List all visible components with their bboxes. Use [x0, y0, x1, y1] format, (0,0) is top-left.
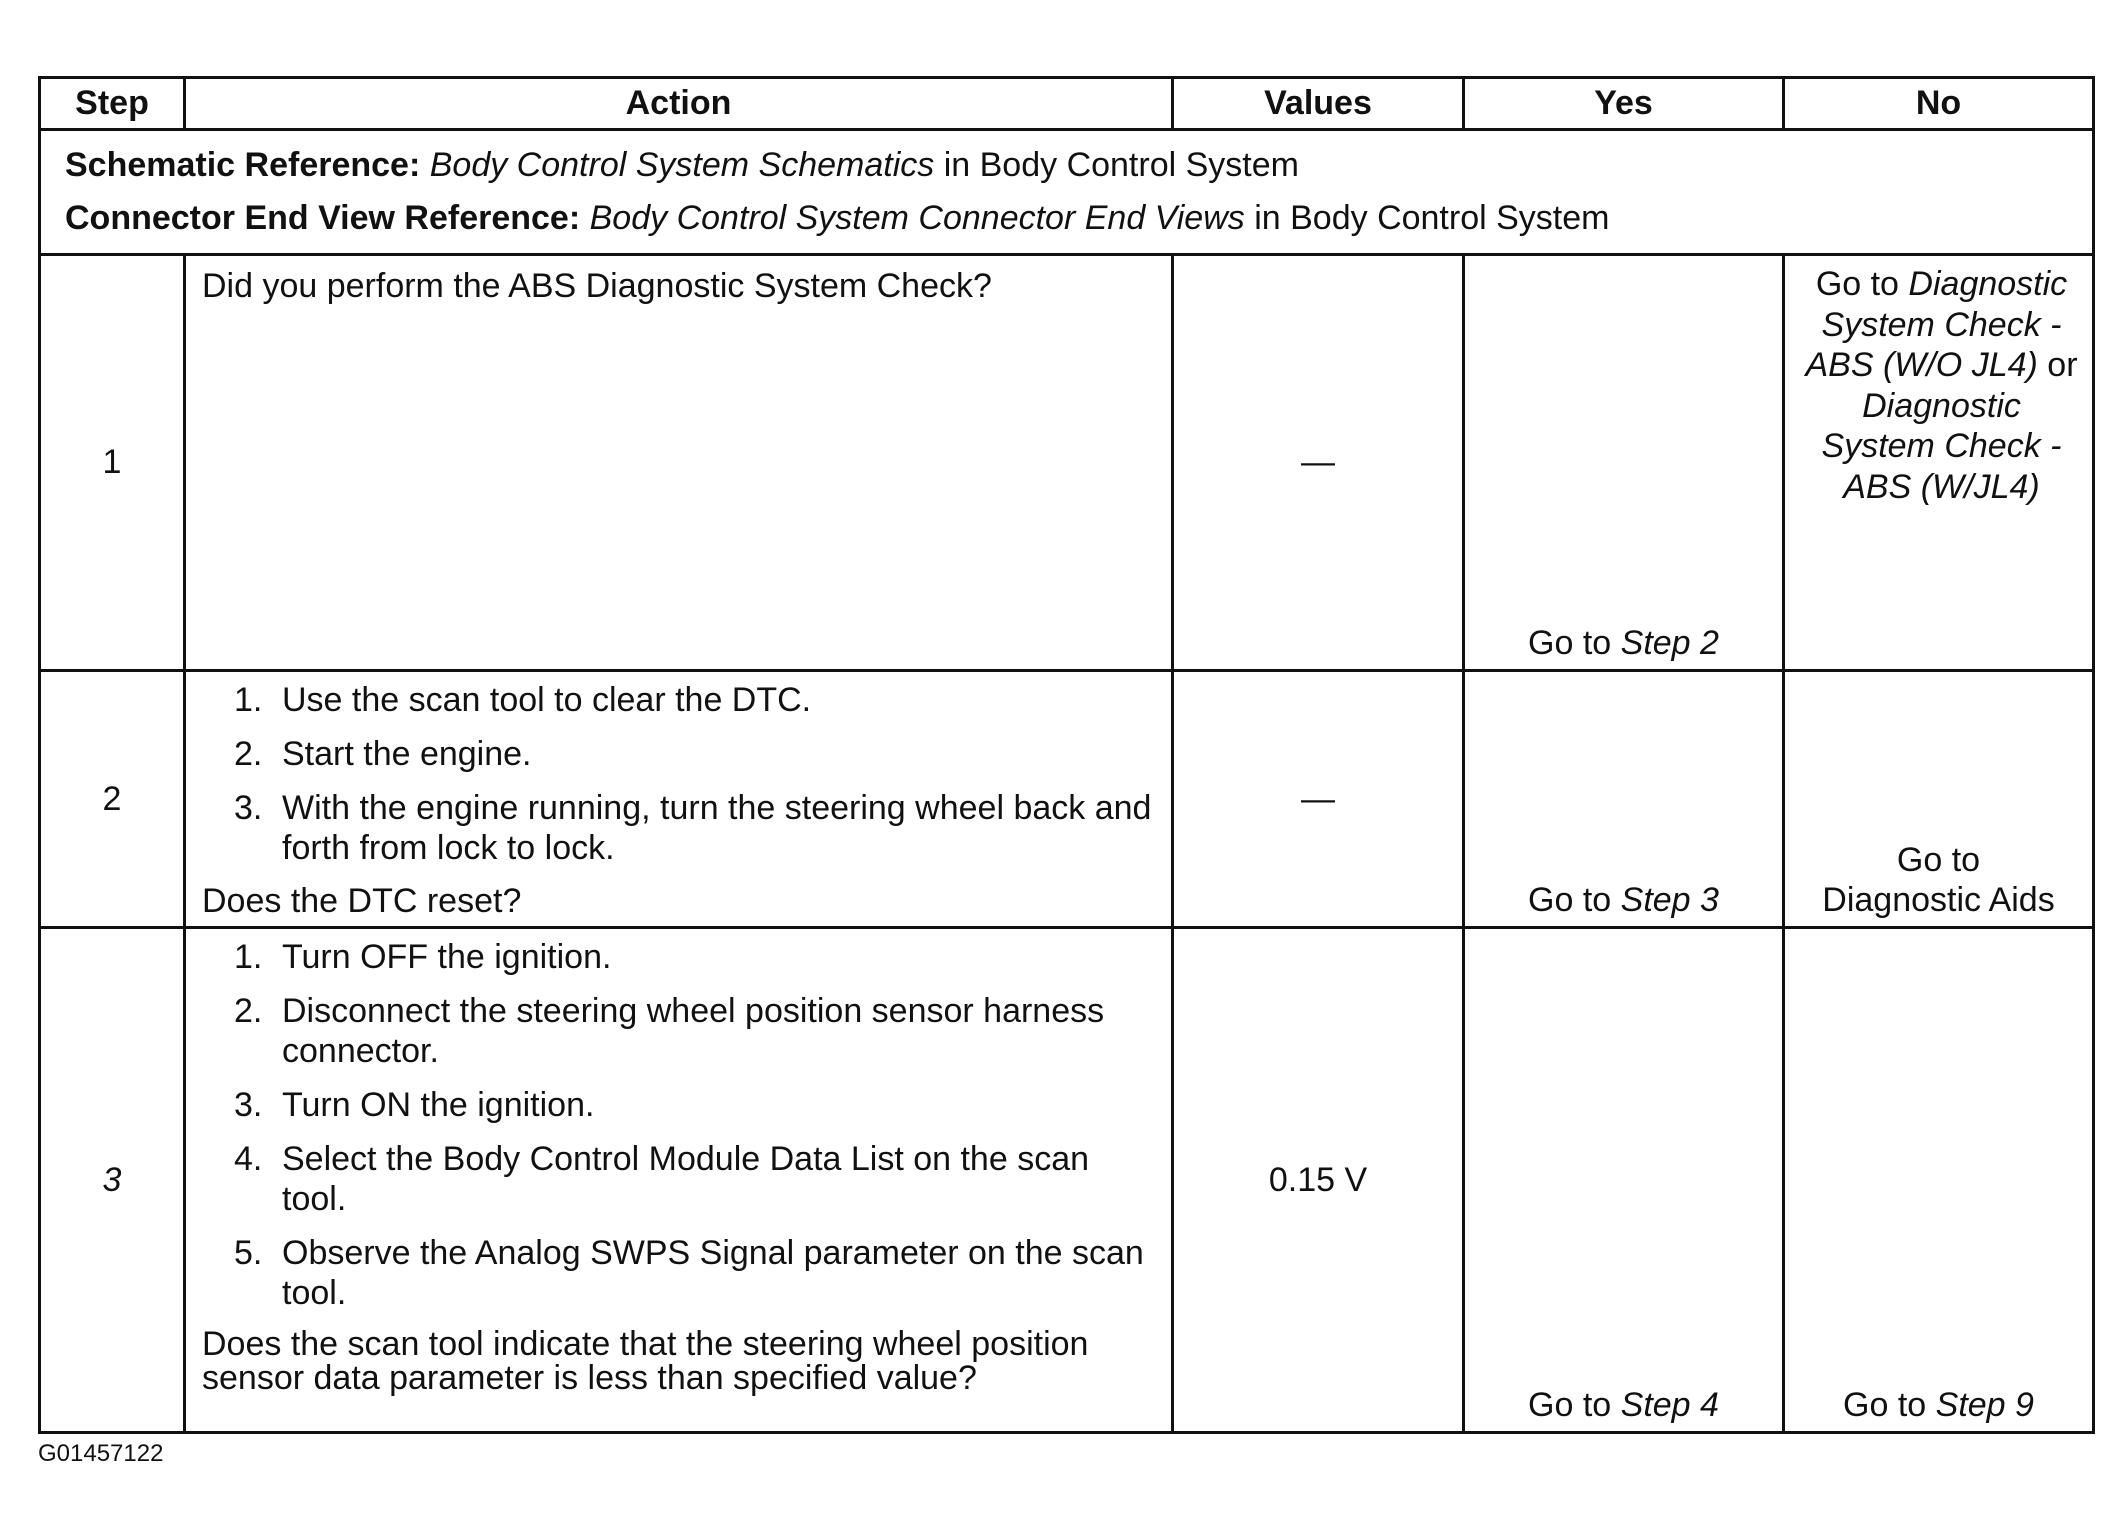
go-to-text: Go to: [1528, 881, 1621, 919]
diagnostic-link[interactable]: Diagnostic System Check - ABS (W/O JL4): [1805, 265, 2068, 384]
header-action: Action: [185, 78, 1173, 130]
reference-suffix: in Body Control System: [934, 146, 1299, 184]
item-number: 3.: [234, 789, 263, 827]
table-row: [40, 255, 2094, 671]
list-item: [202, 1139, 1157, 1219]
item-text: Start the engine.: [282, 735, 532, 773]
step-link[interactable]: Step 3: [1620, 881, 1719, 919]
header-step: Step: [40, 78, 185, 130]
item-text: Disconnect the steering wheel position sensor harness connector.: [282, 992, 1105, 1070]
diagnostic-aids-link[interactable]: Diagnostic Aids: [1822, 881, 2055, 919]
header-yes: Yes: [1464, 78, 1784, 130]
reference-label: Schematic Reference:: [65, 146, 421, 184]
step-link[interactable]: Step 9: [1935, 1386, 2034, 1424]
item-number: 1.: [234, 681, 263, 719]
value-cell: 0.15 V: [1173, 928, 1464, 1433]
item-number: 4.: [234, 1140, 263, 1178]
action-question: Did you perform the ABS Diagnostic System Check?: [202, 267, 992, 305]
action-cell: [185, 928, 1173, 1433]
reference-row: [40, 130, 2094, 255]
action-cell: [185, 671, 1173, 928]
go-to-text: Go to: [1815, 265, 1909, 303]
header-values: Values: [1173, 78, 1464, 130]
list-item: [202, 680, 1157, 720]
connector-reference: [65, 192, 2092, 245]
step-number: 2: [40, 671, 185, 928]
item-text: With the engine running, turn the steering wheel back and forth from lock to lock.: [282, 789, 1152, 867]
header-row: [40, 78, 2094, 130]
value-cell: —: [1173, 671, 1464, 928]
yes-cell: [1464, 671, 1784, 928]
reference-label: Connector End View Reference:: [65, 199, 581, 237]
diagnostic-link[interactable]: Diagnostic System Check - ABS (W/JL4): [1821, 386, 2062, 506]
action-question: Does the DTC reset?: [202, 882, 522, 920]
diagnostic-table: [38, 76, 2095, 1434]
list-item: [202, 1085, 1157, 1125]
step-link[interactable]: Step 4: [1620, 1386, 1719, 1424]
reference-suffix: in Body Control System: [1244, 199, 1610, 237]
action-list: [202, 937, 1157, 1313]
step-number: 3: [40, 928, 185, 1433]
step-number: 1: [40, 255, 185, 671]
schematic-reference: [65, 139, 2092, 192]
yes-cell: [1464, 255, 1784, 671]
item-text: Turn ON the ignition.: [282, 1086, 595, 1124]
item-number: 2.: [234, 992, 263, 1030]
table-row: [40, 671, 2094, 928]
reference-cell: [40, 130, 2094, 255]
reference-link[interactable]: Body Control System Schematics: [429, 146, 935, 184]
yes-cell: [1464, 928, 1784, 1433]
item-text: Turn OFF the ignition.: [282, 938, 612, 976]
header-no: No: [1784, 78, 2094, 130]
item-text: Observe the Analog SWPS Signal parameter on the scan tool.: [282, 1234, 1144, 1312]
list-item: [202, 991, 1157, 1071]
action-cell: [185, 255, 1173, 671]
step-link[interactable]: Step 2: [1620, 624, 1719, 662]
go-to-text: Go to: [1528, 1386, 1621, 1424]
action-list: [202, 680, 1157, 868]
go-to-text: Go to: [1843, 1386, 1936, 1424]
action-question: Does the scan tool indicate that the steering wheel position sensor data parameter is less than specified value?: [202, 1325, 1089, 1397]
or-text: or: [2037, 346, 2078, 384]
list-item: [202, 1233, 1157, 1313]
no-cell: [1784, 255, 2094, 671]
item-number: 5.: [234, 1234, 263, 1272]
go-to-text: Go to: [1896, 841, 1981, 879]
reference-link[interactable]: Body Control System Connector End Views: [589, 199, 1245, 237]
table-row: [40, 928, 2094, 1433]
item-number: 3.: [234, 1086, 263, 1124]
item-number: 2.: [234, 735, 263, 773]
item-text: Use the scan tool to clear the DTC.: [282, 681, 812, 719]
list-item: [202, 937, 1157, 977]
no-cell: [1784, 928, 2094, 1433]
list-item: [202, 788, 1157, 868]
value-cell: —: [1173, 255, 1464, 671]
figure-id: G01457122: [38, 1440, 164, 1467]
list-item: [202, 734, 1157, 774]
no-cell: [1784, 671, 2094, 928]
item-number: 1.: [234, 938, 263, 976]
item-text: Select the Body Control Module Data List on the scan tool.: [282, 1140, 1090, 1218]
go-to-text: Go to: [1528, 624, 1621, 662]
